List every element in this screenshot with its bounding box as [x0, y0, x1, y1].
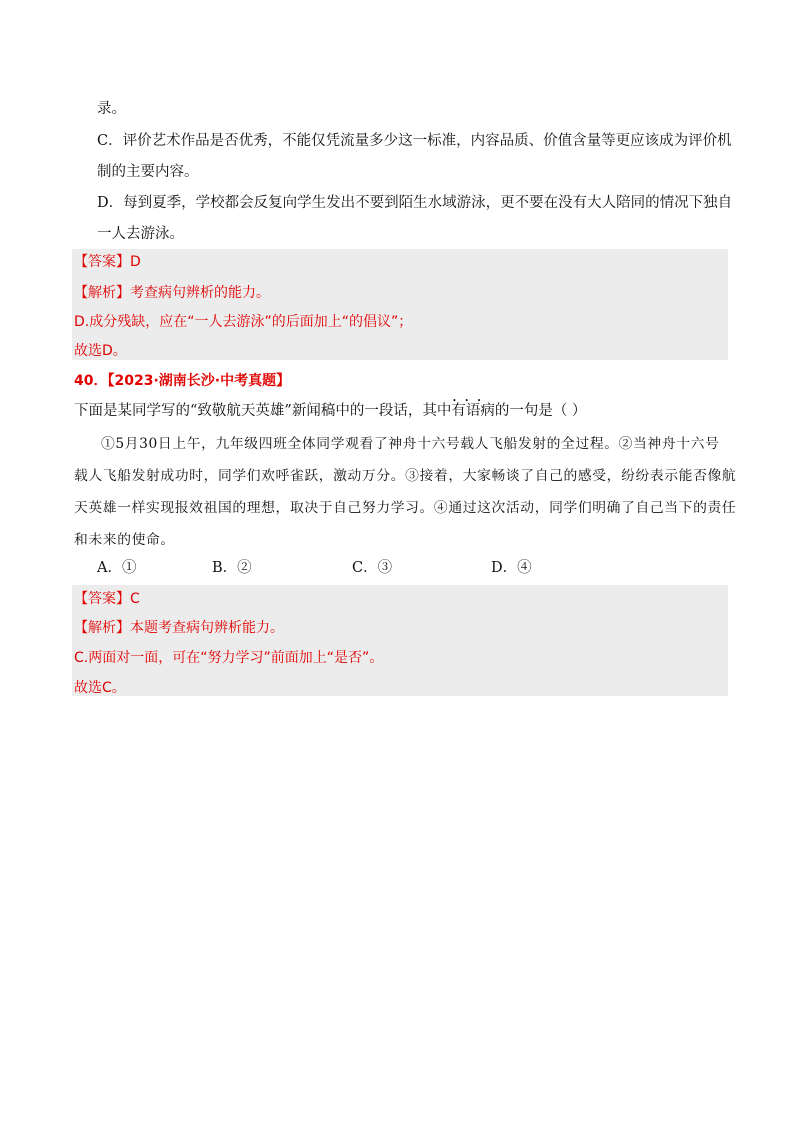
q40-passage-line3: 天英雄一样实现报效祖国的理想，取决于自己努力学习。④通过这次活动，同学们明确了自己当下的责任 [74, 500, 737, 516]
q40-answer-box [72, 585, 728, 696]
q40-stem-emphasis: 有语病 • • • [451, 403, 495, 419]
q40-choice-c: C．③ [352, 560, 393, 576]
q39-conclusion: 故选D。 [74, 343, 127, 359]
q40-choice-b: B．② [212, 560, 252, 576]
q40-answer: 【答案】C [74, 591, 140, 607]
q39-option-d-line1: D．每到夏季，学校都会反复向学生发出不要到陌生水域游泳，更不要在没有大人陪同的情况下独自 [97, 195, 733, 211]
q39-option-c-line1: C．评价艺术作品是否优秀，不能仅凭流量多少这一标准，内容品质、价值含量等更应该成为评价机 [97, 133, 732, 149]
q40-analysis: 【解析】本题考查病句辨析能力。 [74, 620, 284, 636]
q39-analysis: 【解析】考查病句辨析的能力。 [74, 285, 270, 301]
q39-continuation-line: 录。 [97, 101, 126, 117]
q39-detail: D.成分残缺，应在“一人去游泳”的后面加上“的倡议”； [74, 314, 413, 330]
q39-answer: 【答案】D [74, 254, 141, 270]
q40-choice-a: A．① [97, 560, 137, 576]
q40-header: 40．【2023·湖南长沙·中考真题】 [74, 373, 291, 389]
q40-choice-d: D．④ [491, 560, 532, 576]
q40-stem-before: 下面是某同学写的“致敬航天英雄”新闻稿中的一段话，其中 [74, 403, 452, 419]
q40-conclusion: 故选C。 [74, 680, 126, 696]
q40-passage-line4: 和未来的使命。 [74, 532, 175, 548]
q40-stem-after: 的一句是（ ） [494, 403, 587, 419]
q39-answer-box [72, 249, 728, 360]
q39-option-c-line2: 制的主要内容。 [97, 164, 199, 180]
q40-stem [74, 401, 586, 421]
q40-passage-line1: ①5月30日上午，九年级四班全体同学观看了神舟十六号载人飞船发射的全过程。②当神舟十六号 [101, 436, 720, 452]
q40-passage-line2: 载人飞船发射成功时，同学们欢呼雀跃，激动万分。③接着，大家畅谈了自己的感受，纷纷表示能否像航 [74, 468, 737, 484]
q40-detail: C.两面对一面，可在“努力学习”前面加上“是否”。 [74, 650, 384, 666]
q39-option-d-line2: 一人去游泳。 [97, 226, 184, 242]
